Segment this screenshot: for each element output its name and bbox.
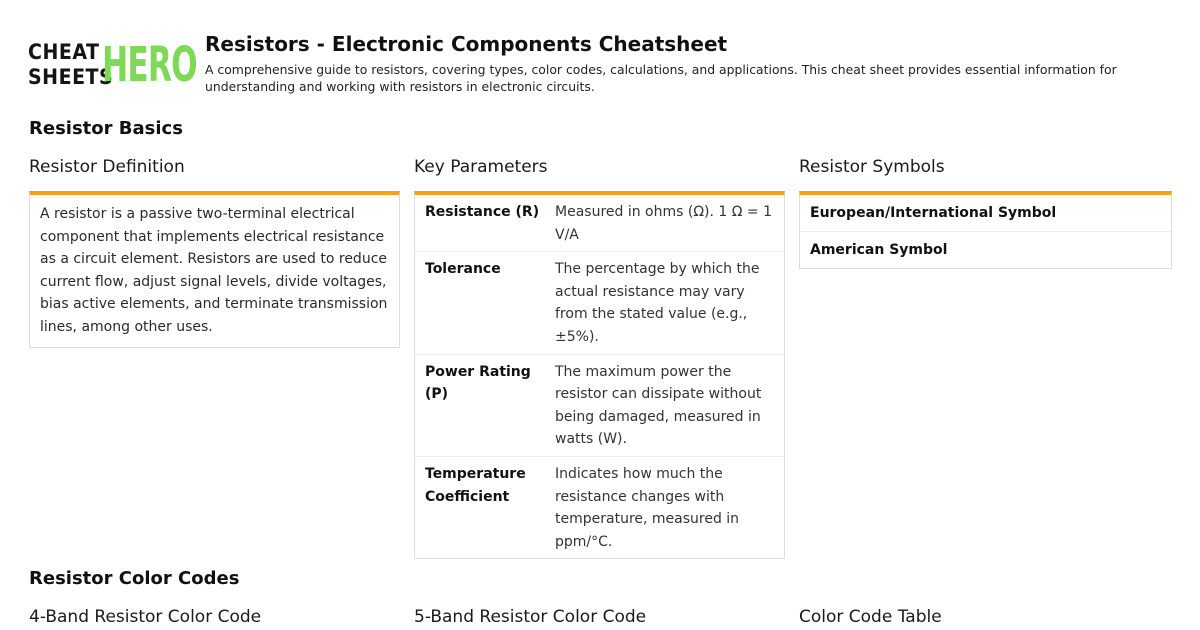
table-row [415,252,784,354]
key-parameters-card [414,191,785,559]
card-title-4-band-color-code: 4-Band Resistor Color Code [29,607,262,627]
logo-text-sheets: SHEETS [28,65,114,90]
card-title-resistor-definition: Resistor Definition [29,157,185,177]
param-value-resistance: Measured in ohms (Ω). 1 Ω = 1 V/A [555,204,772,243]
param-name-tolerance: Tolerance [425,261,501,278]
param-value-power-rating: The maximum power the resistor can dissipate without being damaged, measured in watts (W). [555,363,762,448]
card-title-color-code-table: Color Code Table [799,607,942,627]
resistor-definition-text: A resistor is a passive two-terminal electrical component that implements electrical resistance as a circuit element. Resistors are used to reduce current flow, adjust signal levels, divide voltages, bias active elements, and terminate transmission lines, among other uses. [40,206,388,335]
table-row [415,457,784,558]
section-heading-resistor-color-codes: Resistor Color Codes [29,568,240,589]
param-name-temperature-coefficient: Temperature Coefficient [425,465,526,505]
param-value-tolerance: The percentage by which the actual resistance may vary from the stated value (e.g., ±5%). [555,261,760,345]
card-title-resistor-symbols: Resistor Symbols [799,157,945,177]
page-title: Resistors - Electronic Components Cheatsheet [205,32,728,56]
cheatsheets-hero-logo[interactable] [28,38,197,94]
param-value-temperature-coefficient: Indicates how much the resistance changes with temperature, measured in ppm/°C. [555,465,740,550]
table-row [415,195,784,252]
card-title-5-band-color-code: 5-Band Resistor Color Code [414,607,647,627]
resistor-definition-card [29,191,400,348]
page-description: A comprehensive guide to resistors, covering types, color codes, calculations, and applications. This cheat sheet provides essential information for understanding and working with resistors in electronic circuits. [205,62,1117,94]
param-name-resistance: Resistance (R) [425,204,540,220]
list-item: American Symbol [810,242,948,258]
card-title-key-parameters: Key Parameters [414,157,548,177]
resistor-symbols-card [799,191,1172,269]
logo-text-cheat: CHEAT [28,40,100,65]
section-heading-resistor-basics: Resistor Basics [29,118,183,139]
param-name-power-rating: Power Rating (P) [425,363,531,403]
list-item: European/International Symbol [800,195,1171,232]
table-row [415,355,784,457]
logo-text-hero: HERO [102,38,197,94]
